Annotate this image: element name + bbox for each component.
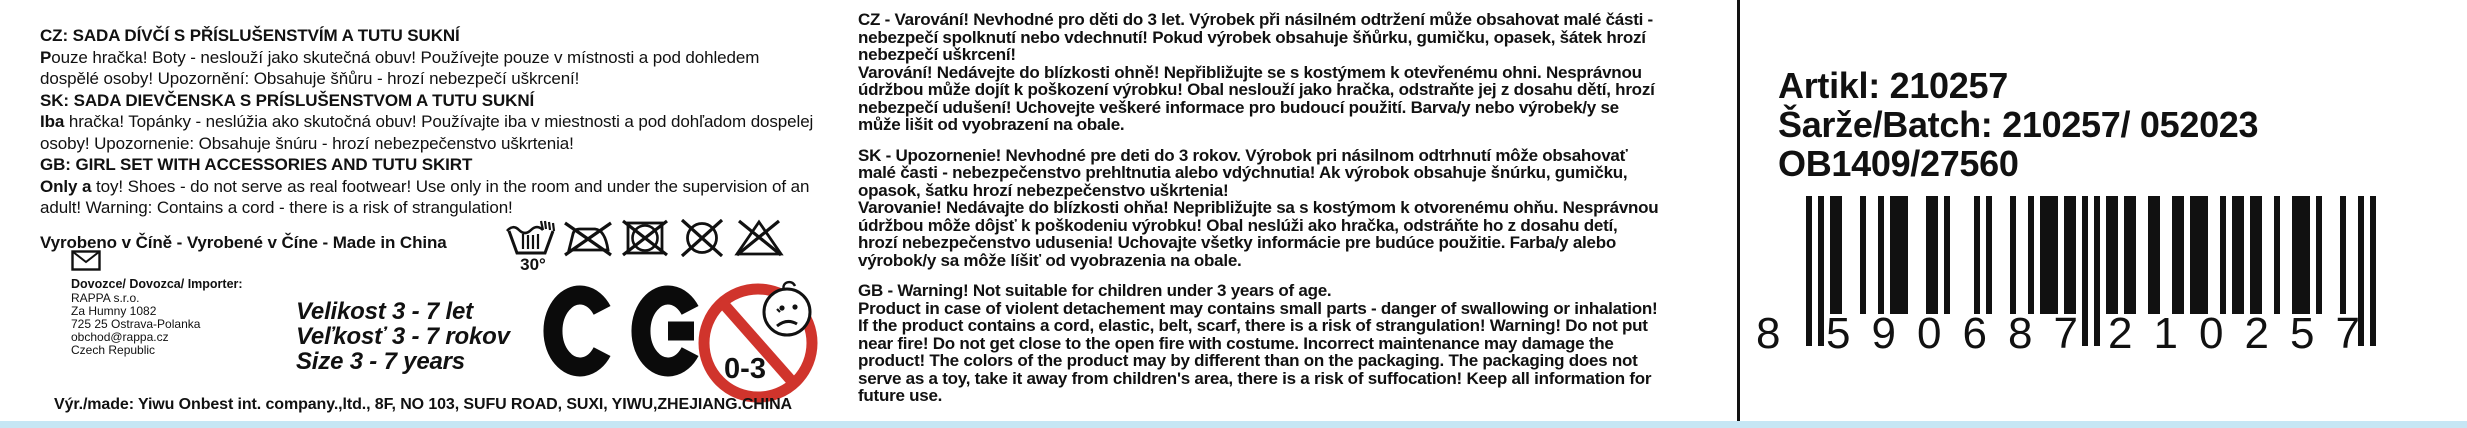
barcode-bar — [2232, 196, 2244, 314]
do-not-bleach-icon — [733, 219, 785, 257]
sk-warning-paragraph: Varovanie! Nedávajte do blízkosti ohňa! Nepribližujte sa s kostýmom k otvorenému ohňu. Nesprávnou údržbou môže dôjsť k poškodeniu výrobku! Obal neslúži ako hračka, odstráňte ho z dosahu detí, hrozí nebezpečenstvo udusenia! Uchovajte všetky informácie pre budúce použitie. Farba/y alebo výrobok/y sa môže líšiť od vyobrazenia na obale. — [858, 198, 1659, 270]
barcode-bar — [2292, 196, 2310, 314]
barcode-bar — [2340, 196, 2346, 314]
barcode-bar — [2250, 196, 2262, 314]
barcode-bar — [2190, 196, 2208, 314]
barcode-digit: 7 — [2053, 309, 2078, 358]
made-in-line: Vyrobeno v Číně - Vyrobené v Číne - Made in China — [40, 232, 447, 252]
size-block — [296, 299, 510, 374]
ob-number: OB1409/27560 — [1778, 143, 2019, 184]
cz-warning: Pouze hračka! Boty - neslouží jako skutečná obuv! Používejte pouze v místnosti a pod dohledem dospělé osoby! Upozornění: Obsahuje šňůru - hrozí nebezpečí uškrcení! — [40, 47, 760, 88]
barcode-digit: 9 — [1871, 309, 1896, 358]
importer-line: Za Humny 1082 — [71, 304, 157, 318]
cz-title: CZ: SADA DÍVČÍ S PŘÍSLUŠENSTVÍM A TUTU SUKNÍ — [40, 26, 460, 45]
sk-title: SK: SADA DIEVČENSKA S PRÍSLUŠENSTVOM A TUTU SUKNÍ — [40, 90, 535, 110]
envelope-icon — [71, 250, 243, 274]
batch-number: Šarže/Batch: 210257/ 052023 — [1778, 104, 2259, 145]
barcode-digit: 8 — [2008, 309, 2033, 358]
manufacturer-line: Výr./made: Yiwu Onbest int. company.,ltd., 8F, NO 103, SUFU ROAD, SUXI, YIWU,ZHEJIANG.CHINA — [54, 396, 792, 413]
importer-line: RAPPA s.r.o. — [71, 291, 140, 305]
barcode-digit: 5 — [1826, 309, 1851, 358]
size-line-sk: Veľkosť 3 - 7 rokov — [296, 323, 510, 350]
barcode-bar — [2124, 196, 2136, 314]
gb-warning-paragraph: Product in case of violent detachement may contains small parts - danger of swallowing or inhalation! If the product contains a cord, elastic, belt, scarf, there is a risk of strangulation! Warning! Do not put near fire! Do not get close to the open fire with costume. Incorrect maintenance may damage the product! The colors of the product may by different than on the packaging. The packaging does not serve as a toy, take it away from children's area, there is a risk of suffocation! Keep all information for future use. — [858, 298, 1658, 405]
barcode-bar — [2172, 196, 2184, 314]
age-warning-0-3-icon — [698, 275, 820, 409]
cz-warning-paragraph: CZ - Varování! Nevhodné pro děti do 3 let. Výrobek při násilném odtržení může obsahovat malé části - nebezpečí spolknutí nebo vdechnutí! Pokud výrobek obsahuje šňůrku, gumičku, opasek, šátek hrozí nebezpečí uškrcení! — [858, 10, 1653, 64]
importer-block — [71, 250, 243, 357]
barcode-bar — [2274, 196, 2280, 314]
barcode-bar — [2148, 196, 2160, 314]
barcode-bar — [1986, 196, 1992, 314]
ce-mark-icon — [548, 281, 700, 381]
barcode-digit: 6 — [1962, 309, 1987, 358]
do-not-tumble-dry-icon — [619, 219, 671, 257]
barcode-bar — [1878, 196, 1884, 314]
cz-warning-paragraph: Varování! Nedávejte do blízkosti ohně! Nepřibližujte se s kostýmem k otevřenému ohni. Nesprávnou údržbou může dojít k poškození výrobku! Obal neslouží jako hračka, odstraňte jej z dosahu dětí, hrozí nebezpečí udušení! Uchovejte veškeré informace pro budoucí použití. Barva/y nebo výrobek/y se může lišit od vyobrazení na obale. — [858, 62, 1655, 134]
barcode-digit-prefix: 8 — [1756, 309, 1781, 358]
barcode-digit-group — [2108, 309, 2360, 359]
gb-warning: Only a toy! Shoes - do not serve as real footwear! Use only in the room and under the supervision of an adult! Warning: Contains a cord - there is a risk of strangulation! — [40, 176, 810, 217]
section-divider — [1737, 0, 1740, 428]
article-info-block — [1778, 66, 2258, 183]
size-line-en: Size 3 - 7 years — [296, 348, 465, 375]
barcode-bar — [2010, 196, 2016, 314]
gb-warning-paragraph: GB - Warning! Not suitable for children under 3 years of age. — [858, 281, 1332, 300]
barcode-bar — [2220, 196, 2226, 314]
warnings-column — [858, 11, 1660, 405]
importer-line: obchod@rappa.cz — [71, 330, 169, 344]
barcode-digit: 2 — [2244, 309, 2269, 358]
barcode-digit: 7 — [2335, 309, 2360, 358]
barcode-digit: 5 — [2290, 309, 2315, 358]
sk-warning-paragraph: SK - Upozornenie! Nevhodné pre deti do 3 rokov. Výrobok pri násilnom odtrhnutí môže obsahovať malé časti - nebezpečenstvo prehltnutia alebo vdýchnutia! Ak výrobok obsahuje šnúrku, gumičku, opasok, šatku hrozí nebezpečenstvo uškrtenia! — [858, 145, 1628, 200]
barcode-bar — [1860, 196, 1866, 314]
barcode-bar — [2064, 196, 2076, 314]
hand-wash-30-icon — [505, 219, 557, 257]
do-not-dry-clean-icon — [676, 219, 728, 257]
barcode-bar — [2028, 196, 2034, 314]
do-not-iron-icon — [562, 219, 614, 257]
barcode-bar — [1944, 196, 1950, 314]
wash-temperature: 30° — [520, 255, 546, 274]
barcode-digit: 0 — [2199, 309, 2224, 358]
barcode-bar — [1890, 196, 1908, 314]
barcode-digits — [1756, 309, 2376, 359]
barcode-digit-group — [1826, 309, 2078, 359]
barcode-bar — [1974, 196, 1980, 314]
sk-warning: Iba hračka! Topánky - neslúžia ako skutočná obuv! Používajte iba v miestnosti a pod dohľadom dospelej osoby! Upozornenie: Obsahuje šnúru - hrozí nebezpečenstvo uškrtenia! — [40, 112, 814, 153]
barcode-bar — [2316, 196, 2322, 314]
barcode-digit: 1 — [2153, 309, 2178, 358]
importer-line: 725 25 Ostrava-Polanka — [71, 317, 201, 331]
size-line-cz: Velikost 3 - 7 let — [296, 298, 473, 325]
importer-heading: Dovozce/ Dovozca/ Importer: — [71, 277, 243, 291]
barcode-bar — [1830, 196, 1842, 314]
article-number: Artikl: 210257 — [1778, 65, 2008, 106]
barcode-digit: 2 — [2108, 309, 2133, 358]
importer-line: Czech Republic — [71, 343, 156, 357]
barcode-bar — [2106, 196, 2118, 314]
bottom-blue-strip — [0, 421, 2467, 428]
gb-title: GB: GIRL SET WITH ACCESSORIES AND TUTU SKIRT — [40, 155, 473, 174]
age-warning-text: 0-3 — [724, 353, 766, 385]
barcode-bar — [2040, 196, 2058, 314]
barcode-digit: 0 — [1917, 309, 1942, 358]
barcode-bar — [1926, 196, 1938, 314]
care-symbols-row — [505, 219, 785, 257]
